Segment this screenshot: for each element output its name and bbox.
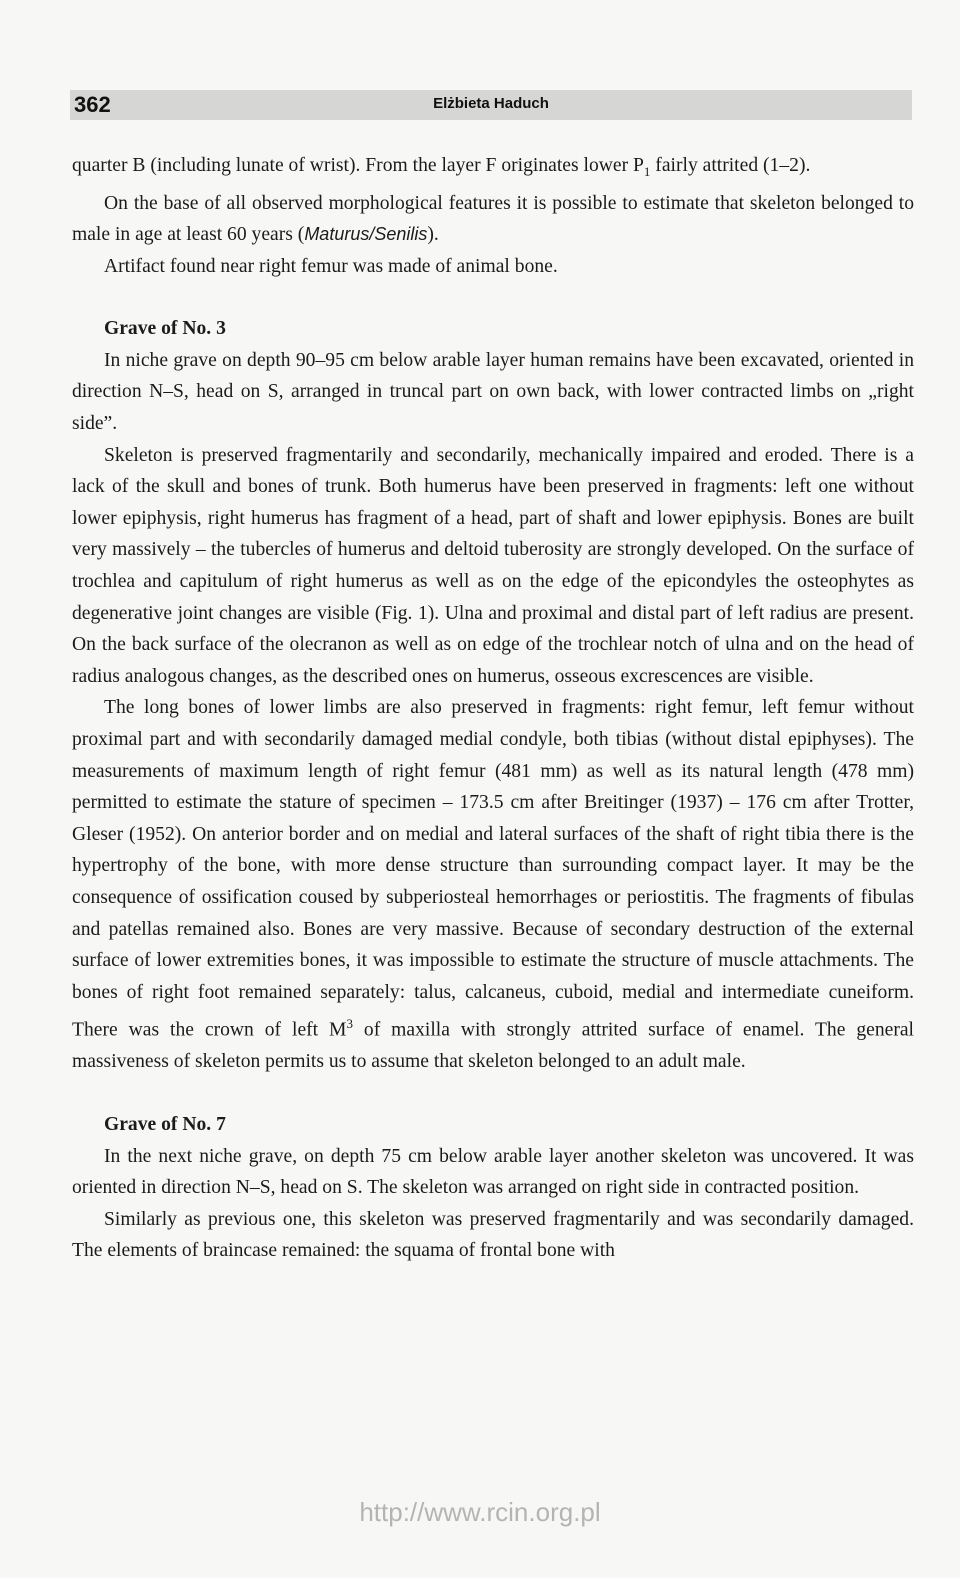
running-header — [70, 90, 912, 120]
italic-term: Maturus/Senilis — [304, 224, 428, 245]
text-run: quarter B (including lunate of wrist). From the layer F originates lower P — [72, 155, 644, 176]
text-run: fairly attrited (1–2). — [650, 155, 811, 176]
subscript: 1 — [643, 163, 651, 179]
article-body — [72, 150, 914, 1267]
text-run: of maxilla with strongly attrited surface of enamel. The general massiveness of skeleton permits us to assume that skeleton belonged to an adult male. — [72, 1019, 914, 1073]
section-heading-grave-7: Grave of No. 7 — [104, 1114, 226, 1136]
paragraph: Similarly as previous one, this skeleton was preserved fragmentarily and was secondarily damaged. The elements of braincase remained: the squama of frontal bone with — [72, 1208, 914, 1262]
paragraph — [72, 692, 914, 1078]
text-run: The long bones of lower limbs are also preserved in fragments: right femur, left femur without proximal part and with secondarily damaged medial condyle, both tibias (without distal epiphyses). The measurements of maximum length of right femur (481 mm) as well as its natural length (478 mm) permitted to estimate the stature of specimen – 173.5 cm after Breitinger (1937) – 176 cm after Trotter, Gleser (1952). On anterior border and on medial and lateral surfaces of the shaft of right tibia there is the hypertrophy of the bone, with more dense structure than surrounding compact layer. It may be the consequence of ossification coused by subperiosteal hemorrhages or periostitis. The fragments of fibulas and patellas remained also. Bones are very massive. Because of secondary destruction of the external surface of lower extremities bones, it was impossible to estimate the structure of muscle attachments. The bones of right foot remained separately: talus, calcaneus, cuboid, medial and intermediate cuneiform. There was the crown of left M — [72, 697, 914, 1041]
footer-url: http://www.rcin.org.pl — [359, 1497, 601, 1527]
paragraph — [72, 188, 914, 251]
paragraph: In the next niche grave, on depth 75 cm below arable layer another skeleton was uncovered. It was oriented in direction N–S, head on S. The skeleton was arranged on right side in contracted position. — [72, 1145, 914, 1199]
text-run: On the base of all observed morphological features it is possible to estimate that skeleton belonged to male in age at least 60 years ( — [72, 192, 914, 246]
section-heading-grave-3: Grave of No. 3 — [104, 318, 226, 340]
superscript: 3 — [346, 1016, 353, 1032]
paragraph: Skeleton is preserved fragmentarily and secondarily, mechanically impaired and eroded. There is a lack of the skull and bones of trunk. Both humerus have been preserved in fragments: left one without lower epiphysis, right humerus has fragment of a head, part of shaft and lower epiphysis. Bones are built very massively – the tubercles of humerus and deltoid tuberosity are strongly developed. On the surface of trochlea and capitulum of right humerus as well as on the edge of the epicondyles the osteophytes as degenerative joint changes are visible (Fig. 1). Ulna and proximal and distal part of left radius are present. On the back surface of the olecranon as well as on edge of the trochlear notch of ulna and on the head of radius analogous changes, as the described ones on humerus, osseous excrescences are visible. — [72, 444, 914, 687]
paragraph: In niche grave on depth 90–95 cm below arable layer human remains have been excavated, oriented in direction N–S, head on S, arranged in truncal part on own back, with lower contracted limbs on „right side”. — [72, 349, 914, 435]
paragraph: Artifact found near right femur was made of animal bone. — [104, 255, 558, 277]
page-number: 362 — [74, 92, 111, 117]
paragraph — [72, 150, 914, 188]
running-head-author: Elżbieta Haduch — [433, 95, 549, 112]
text-run: ). — [427, 224, 439, 246]
